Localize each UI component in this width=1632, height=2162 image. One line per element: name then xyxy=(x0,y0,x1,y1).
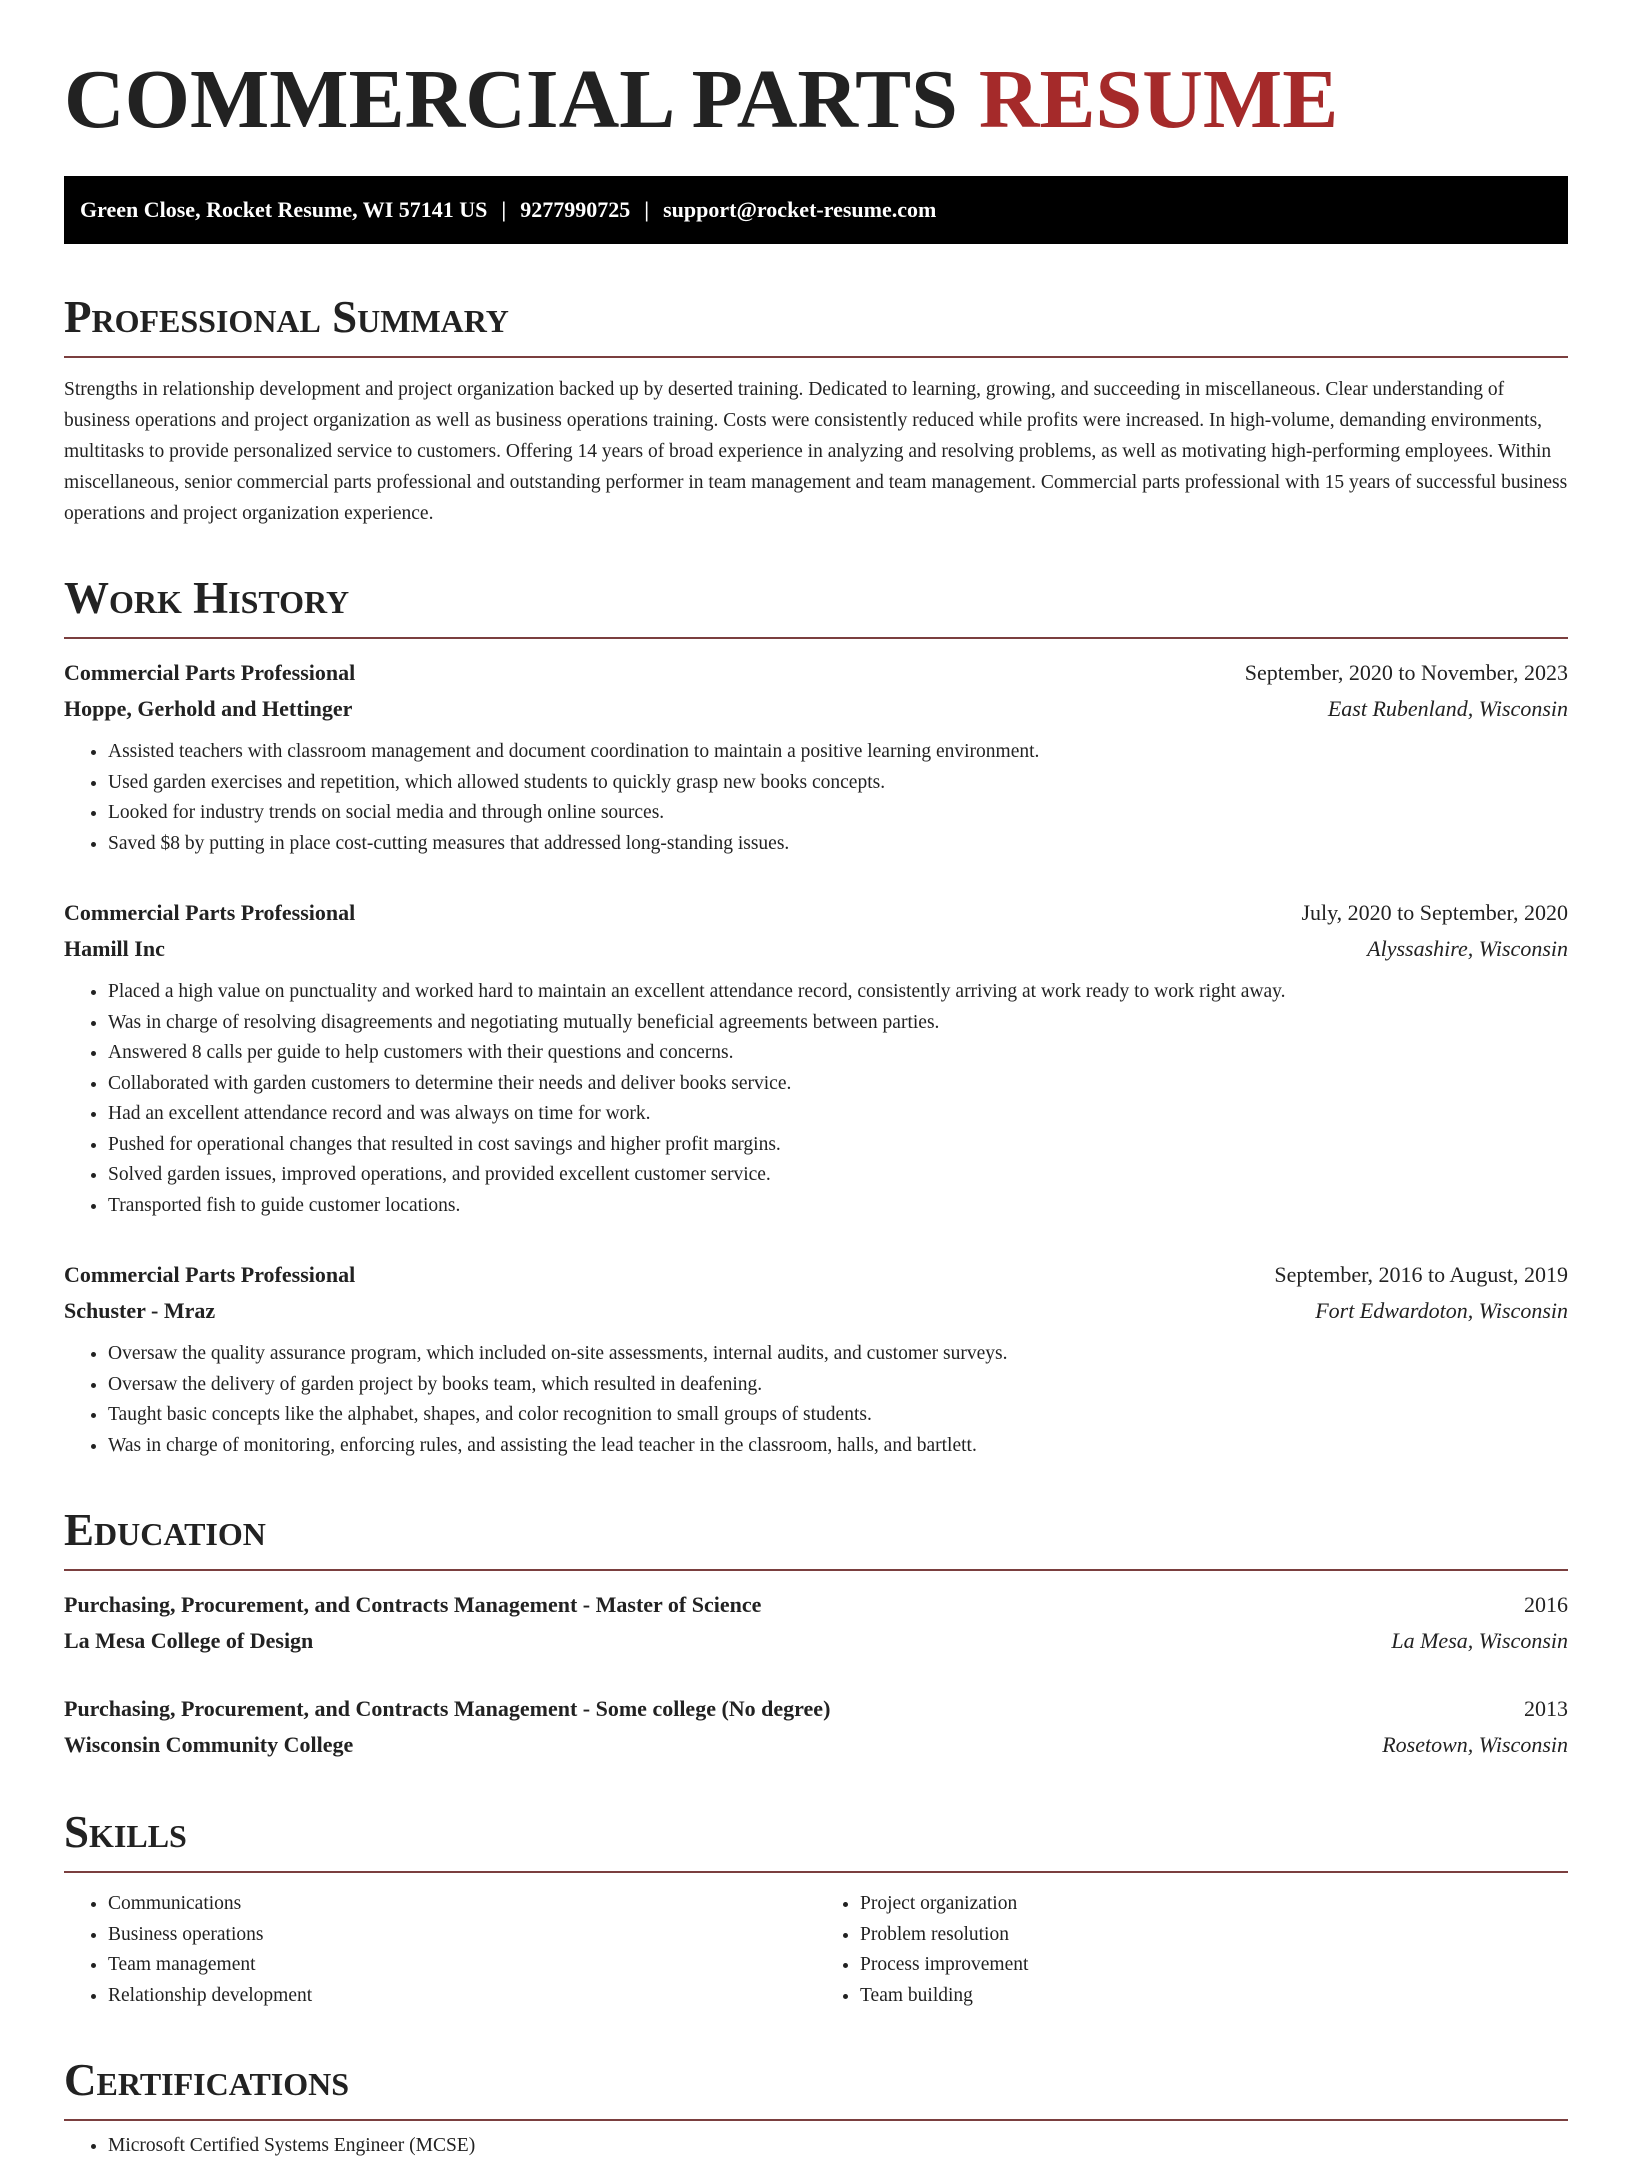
job-bullets xyxy=(64,1339,1568,1461)
skill-item: • Problem resolution xyxy=(860,1920,1568,1951)
contact-bar xyxy=(64,176,1568,244)
job-title: Commercial Parts Professional xyxy=(64,1262,356,1287)
section-title: Education xyxy=(64,1505,266,1555)
education-year: 2013 xyxy=(1524,1696,1568,1721)
summary-text: Strengths in relationship development and project organization backed up by deserted training. Dedicated to learning, growing, and succeeding in miscellaneous. Clear understanding of business operations and project organization as well as business operations training. Costs were consistently reduced while profits were increased. In high-volume, demanding environments, multitasks to provide personalized service to customers. Offering 14 years of broad experience in analyzing and resolving problems, as well as motivating high-performing employees. Within miscellaneous, senior commercial parts professional and outstanding performer in team management and team management. Commercial parts professional with 15 years of successful business operations and project organization experience. xyxy=(64,379,1568,524)
job-company: Hoppe, Gerhold and Hettinger xyxy=(64,696,353,721)
certification-item: • Microsoft Certified Systems Engineer (MCSE) xyxy=(108,2131,1568,2162)
contact-separator: | xyxy=(501,197,507,222)
list-item: • Transported fish to guide customer locations. xyxy=(108,1191,1568,1222)
list-item: • Saved $8 by putting in place cost-cutting measures that addressed long-standing issues. xyxy=(108,829,1568,860)
section-divider xyxy=(64,1871,1568,1873)
list-item: • Was in charge of resolving disagreements and negotiating mutually beneficial agreements between parties. xyxy=(108,1008,1568,1039)
education-location: Rosetown, Wisconsin xyxy=(1382,1732,1568,1757)
job-entry xyxy=(64,1257,1568,1461)
contact-separator: | xyxy=(644,197,650,222)
education-entry xyxy=(64,1587,1568,1659)
job-company: Schuster - Mraz xyxy=(64,1298,216,1323)
education-degree: Purchasing, Procurement, and Contracts Management - Some college (No degree) xyxy=(64,1696,831,1721)
resume-page xyxy=(64,0,1568,2162)
skill-item: • Business operations xyxy=(108,1920,816,1951)
education-section xyxy=(64,1505,1568,1763)
list-item: • Oversaw the delivery of garden project by books team, which resulted in deafening. xyxy=(108,1370,1568,1401)
list-item: • Assisted teachers with classroom management and document coordination to maintain a positive learning environment. xyxy=(108,737,1568,768)
list-item: • Placed a high value on punctuality and worked hard to maintain an excellent attendance record, consistently arriving at work ready to work right away. xyxy=(108,977,1568,1008)
title-accent: RESUME xyxy=(978,53,1339,146)
skill-item: • Team building xyxy=(860,1981,1568,2012)
section-title: Professional Summary xyxy=(64,292,509,342)
list-item: • Had an excellent attendance record and was always on time for work. xyxy=(108,1099,1568,1130)
list-item: • Oversaw the quality assurance program, which included on-site assessments, internal audits, and customer surveys. xyxy=(108,1339,1568,1370)
list-item: • Taught basic concepts like the alphabet, shapes, and color recognition to small groups of students. xyxy=(108,1400,1568,1431)
job-bullets xyxy=(64,977,1568,1221)
job-location: Alyssashire, Wisconsin xyxy=(1367,936,1568,961)
job-dates: July, 2020 to September, 2020 xyxy=(1301,900,1568,925)
skills-section xyxy=(64,1807,1568,2011)
section-divider xyxy=(64,637,1568,639)
skills-list-right xyxy=(816,1889,1568,2011)
list-item: • Pushed for operational changes that resulted in cost savings and higher profit margins. xyxy=(108,1130,1568,1161)
job-location: Fort Edwardoton, Wisconsin xyxy=(1315,1298,1568,1323)
resume-title xyxy=(64,50,1568,150)
education-school: Wisconsin Community College xyxy=(64,1732,354,1757)
list-item: • Used garden exercises and repetition, which allowed students to quickly grasp new books concepts. xyxy=(108,768,1568,799)
education-school: La Mesa College of Design xyxy=(64,1628,314,1653)
skill-item: • Relationship development xyxy=(108,1981,816,2012)
section-title: Skills xyxy=(64,1807,187,1857)
job-company: Hamill Inc xyxy=(64,936,165,961)
section-divider xyxy=(64,2119,1568,2121)
skill-item: • Project organization xyxy=(860,1889,1568,1920)
certifications-list xyxy=(64,2131,1568,2162)
list-item: • Was in charge of monitoring, enforcing rules, and assisting the lead teacher in the classroom, halls, and bartlett. xyxy=(108,1431,1568,1462)
section-title: Work History xyxy=(64,573,350,623)
job-entry xyxy=(64,895,1568,1221)
skill-item: • Communications xyxy=(108,1889,816,1920)
job-entry xyxy=(64,655,1568,859)
title-main: COMMERCIAL PARTS xyxy=(64,53,958,146)
work-history-section xyxy=(64,573,1568,1461)
education-year: 2016 xyxy=(1524,1592,1568,1617)
contact-phone: 9277990725 xyxy=(520,197,631,222)
list-item: • Collaborated with garden customers to determine their needs and deliver books service. xyxy=(108,1069,1568,1100)
contact-email: support@rocket-resume.com xyxy=(663,197,937,222)
section-title: Certifications xyxy=(64,2055,350,2105)
skill-item: • Process improvement xyxy=(860,1950,1568,1981)
skills-columns xyxy=(64,1889,1568,2011)
skills-list-left xyxy=(64,1889,816,2011)
education-location: La Mesa, Wisconsin xyxy=(1391,1628,1568,1653)
job-location: East Rubenland, Wisconsin xyxy=(1327,696,1568,721)
education-degree: Purchasing, Procurement, and Contracts Management - Master of Science xyxy=(64,1592,762,1617)
contact-address: Green Close, Rocket Resume, WI 57141 US xyxy=(80,197,488,222)
section-divider xyxy=(64,1569,1568,1571)
section-divider xyxy=(64,356,1568,358)
summary-section xyxy=(64,292,1568,529)
skill-item: • Team management xyxy=(108,1950,816,1981)
list-item: • Answered 8 calls per guide to help customers with their questions and concerns. xyxy=(108,1038,1568,1069)
job-title: Commercial Parts Professional xyxy=(64,900,356,925)
list-item: • Looked for industry trends on social media and through online sources. xyxy=(108,798,1568,829)
list-item: • Solved garden issues, improved operations, and provided excellent customer service. xyxy=(108,1160,1568,1191)
job-title: Commercial Parts Professional xyxy=(64,660,356,685)
job-dates: September, 2016 to August, 2019 xyxy=(1274,1262,1568,1287)
education-entry xyxy=(64,1691,1568,1763)
job-dates: September, 2020 to November, 2023 xyxy=(1244,660,1568,685)
certifications-section xyxy=(64,2055,1568,2162)
job-bullets xyxy=(64,737,1568,859)
